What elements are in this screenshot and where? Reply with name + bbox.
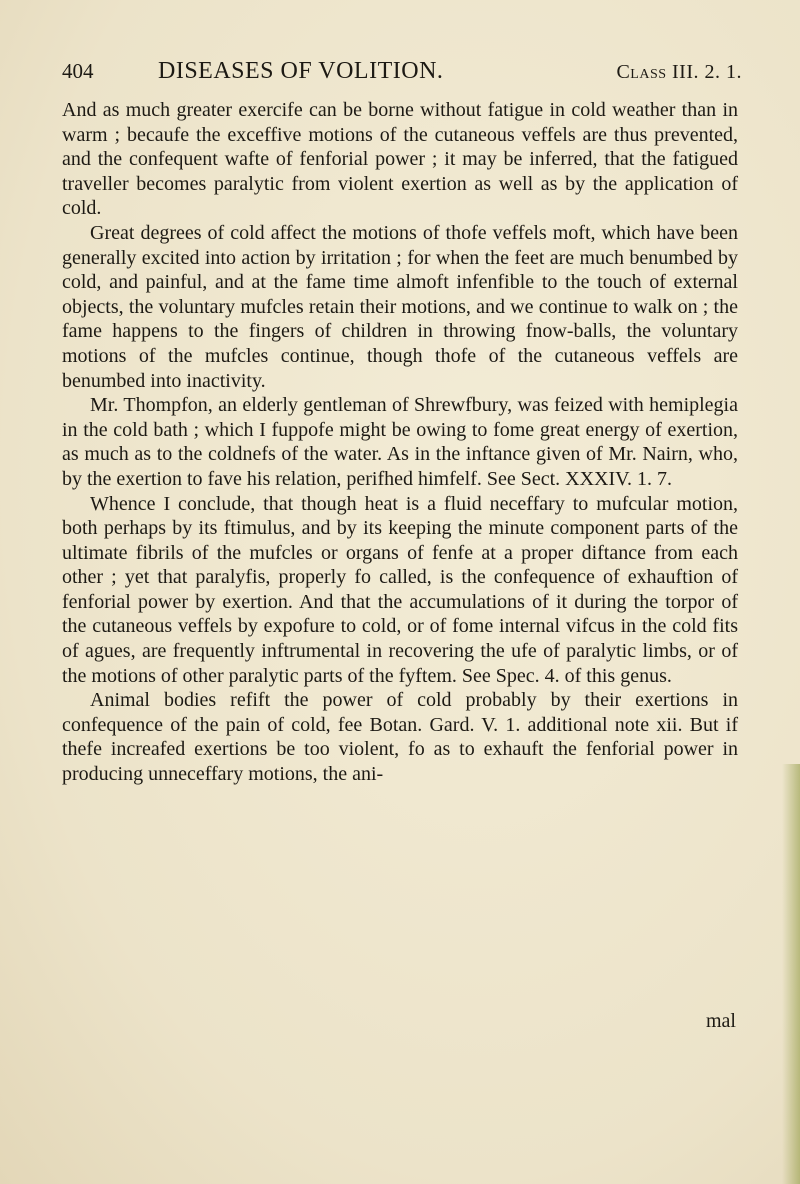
page-edge-stain: [782, 764, 800, 1184]
page-number: 404: [62, 59, 94, 83]
running-header: [62, 58, 742, 98]
catchword: mal: [706, 1010, 736, 1032]
class-number: III. 2. 1.: [672, 61, 742, 83]
class-label: Class: [616, 61, 667, 83]
paragraph: Whence I conclude, that though heat is a fluid neceffary to mufcular motion, both perhaps by its ftimulus, and by its keeping the minute component parts of the ultimate fibrils of the mufcles or organs of fenfe at a proper diftance from each other ; yet that paralyfis, properly fo called, is the confequence of exhauftion of fenforial power by exertion. And that the accumulations of it during the torpor of the cutaneous veffels by expofure to cold, or of fome internal vifcus in the cold fits of agues, are frequently inftrumental in recovering the ufe of paralytic limbs, or of the motions of other paralytic parts of the fyftem. See Spec. 4. of this genus.: [62, 492, 738, 687]
running-title: DISEASES OF VOLITION.: [158, 58, 444, 84]
paragraph: And as much greater exercife can be borne without fatigue in cold weather than in warm ; becaufe the exceffive motions of the cutaneous veffels are thus prevented, and the confequent wafte of fenforial power ; it may be inferred, that the fatigued traveller becomes paralytic from violent exertion as well as by the application of cold.: [62, 99, 738, 220]
paragraph: Great degrees of cold affect the motions of thofe veffels moft, which have been generally excited into action by irritation ; for when the feet are much benumbed by cold, and painful, and at the fame time almoft infenfible to the touch of external objects, the voluntary mufcles retain their motions, and we continue to walk on ; the fame happens to the fingers of children in throwing fnow-balls, the voluntary motions of the mufcles continue, though thofe of the cutaneous veffels are benumbed into inactivity.: [62, 221, 738, 392]
class-reference: [616, 61, 742, 84]
paragraph: Animal bodies refift the power of cold probably by their exertions in confequence of the pain of cold, fee Botan. Gard. V. 1. additional note xii. But if thefe increafed exertions be too violent, fo as to exhauft the fenforial power in producing unneceffary motions, the ani-: [62, 689, 738, 786]
paragraph: Mr. Thompfon, an elderly gentleman of Shrewfbury, was feized with hemiplegia in the cold bath ; which I fuppofe might be owing to fome great energy of exertion, as much as to the coldnefs of the water. As in the inftance given of Mr. Nairn, who, by the exertion to fave his relation, perifhed himfelf. See Sect. XXXIV. 1. 7.: [62, 394, 738, 490]
body-text: [62, 98, 738, 787]
